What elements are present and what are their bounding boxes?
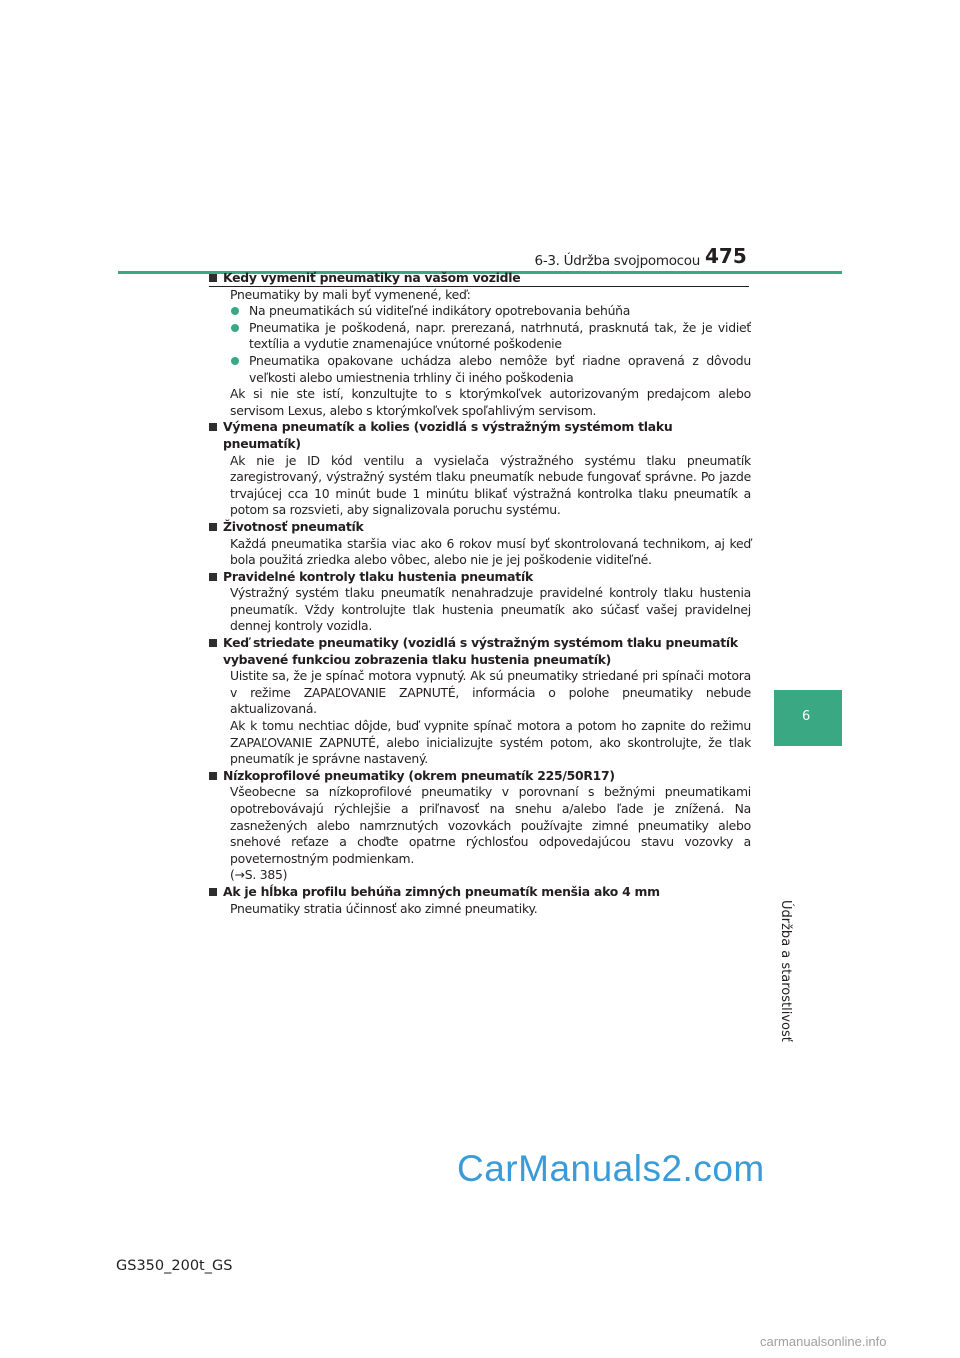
section-heading: Životnosť pneumatík [209,519,751,536]
paragraph: Ak k tomu nechtiac dôjde, buď vypnite spínač motora a potom ho zapnite do režimu ZAPAĽOVANIE ZAPNUTÉ, alebo inicializujte systém potom, ako skontrolujte, že tlak pneumatík je správne nastavený. [230,718,751,767]
paragraph: Všeobecne sa nízkoprofilové pneumatiky v porovnaní s bežnými pneumatikami opotrebovávajú rýchlejšie a priľnavosť na snehu a/alebo ľade je znížená. Na zasnežených alebo namrznutých vozovkách používajte zimné pneumatiky alebo snehové reťaze a choďte opatrne rýchlosťou odpovedajúcou stavu vozovky a poveternostným podmienkam. [230,784,751,866]
paragraph: Pneumatiky by mali byť vymenené, keď: [230,286,471,302]
section-heading: Keď striedate pneumatiky (vozidlá s výstražným systémom tlaku pneumatík vybavené funkciou zobrazenia tlaku hustenia pneumatík) [209,635,751,668]
section-heading: Pravidelné kontroly tlaku hustenia pneumatík [209,569,751,586]
section-tire-replacement [209,270,751,419]
section-heading: Výmena pneumatík a kolies (vozidlá s výstražným systémom tlaku pneumatík) [209,419,751,452]
section-heading: Nízkoprofilové pneumatiky (okrem pneumatík 225/50R17) [209,768,751,785]
paragraph: Uistite sa, že je spínač motora vypnutý. Ak sú pneumatiky striedané pri spínači motora v režime ZAPAĽOVANIE ZAPNUTÉ, informácia o polohe pneumatiky nebude aktualizovaná. [230,668,751,717]
paragraph: Ak si nie ste istí, konzultujte to s ktorýmkoľvek autorizovaným predajcom alebo servisom Lexus, alebo s ktorýmkoľvek spoľahlivým servisom. [230,386,751,418]
chapter-number: 6 [802,709,811,724]
section-winter-tread [209,884,751,917]
model-code: GS350_200t_GS [116,1258,233,1274]
section-wheel-replacement [209,419,751,519]
section-pressure-checks [209,569,751,635]
paragraph: Každá pneumatika staršia viac ako 6 rokov musí byť skontrolovaná technikom, aj keď bola použitá zriedka alebo vôbec, alebo nie je jej poškodenie viditeľné. [230,535,751,568]
watermark-footer: carmanualsonline.info [760,1334,887,1349]
paragraph: Ak nie je ID kód ventilu a vysielača výstražného systému tlaku pneumatík zaregistrovaný, výstražný systém tlaku pneumatík nebude fungovať správne. Po jazde trvajúcej cca 10 minút bude 1 minútu blikať výstražná kontrolka tlaku pneumatík a potom sa rozsvieti, aby signalizovala poruchu systému. [230,452,751,518]
paragraph: Výstražný systém tlaku pneumatík nenahradzuje pravidelné kontroly tlaku hustenia pneumatík. Vždy kontrolujte tlak hustenia pneumatík ako súčasť vašej pravidelnej dennej kontroly vozidla. [230,585,751,634]
page-number: 475 [705,244,747,268]
paragraph: Pneumatiky stratia účinnosť ako zimné pneumatiky. [230,900,538,916]
section-low-profile [209,768,751,884]
section-heading: Kedy vymeniť pneumatiky na vašom vozidle [209,270,751,287]
section-heading: Ak je hĺbka profilu behúňa zimných pneumatík menšia ako 4 mm [209,884,751,901]
section-tire-life [209,519,751,569]
chapter-label: Údržba a starostlivosť [778,900,793,1042]
bullet-item: Pneumatika opakovane uchádza alebo nemôže byť riadne opravená z dôvodu veľkosti alebo umiestnenia trhliny či iného poškodenia [209,353,751,386]
section-tire-rotation [209,635,751,768]
watermark-logo: CarManuals2.com [457,1148,765,1189]
bullet-item: Na pneumatikách sú viditeľné indikátory opotrebovania behúňa [209,303,751,320]
bullet-item: Pneumatika je poškodená, napr. prerezaná, natrhnutá, prasknutá tak, že je vidieť textília a vydutie znamenajúce vnútorné poškodenie [209,320,751,353]
chapter-tab [774,690,842,746]
page-reference: (→S. 385) [230,867,288,883]
main-content [209,270,751,917]
header-section-title: 6-3. Údržba svojpomocou [534,253,700,269]
